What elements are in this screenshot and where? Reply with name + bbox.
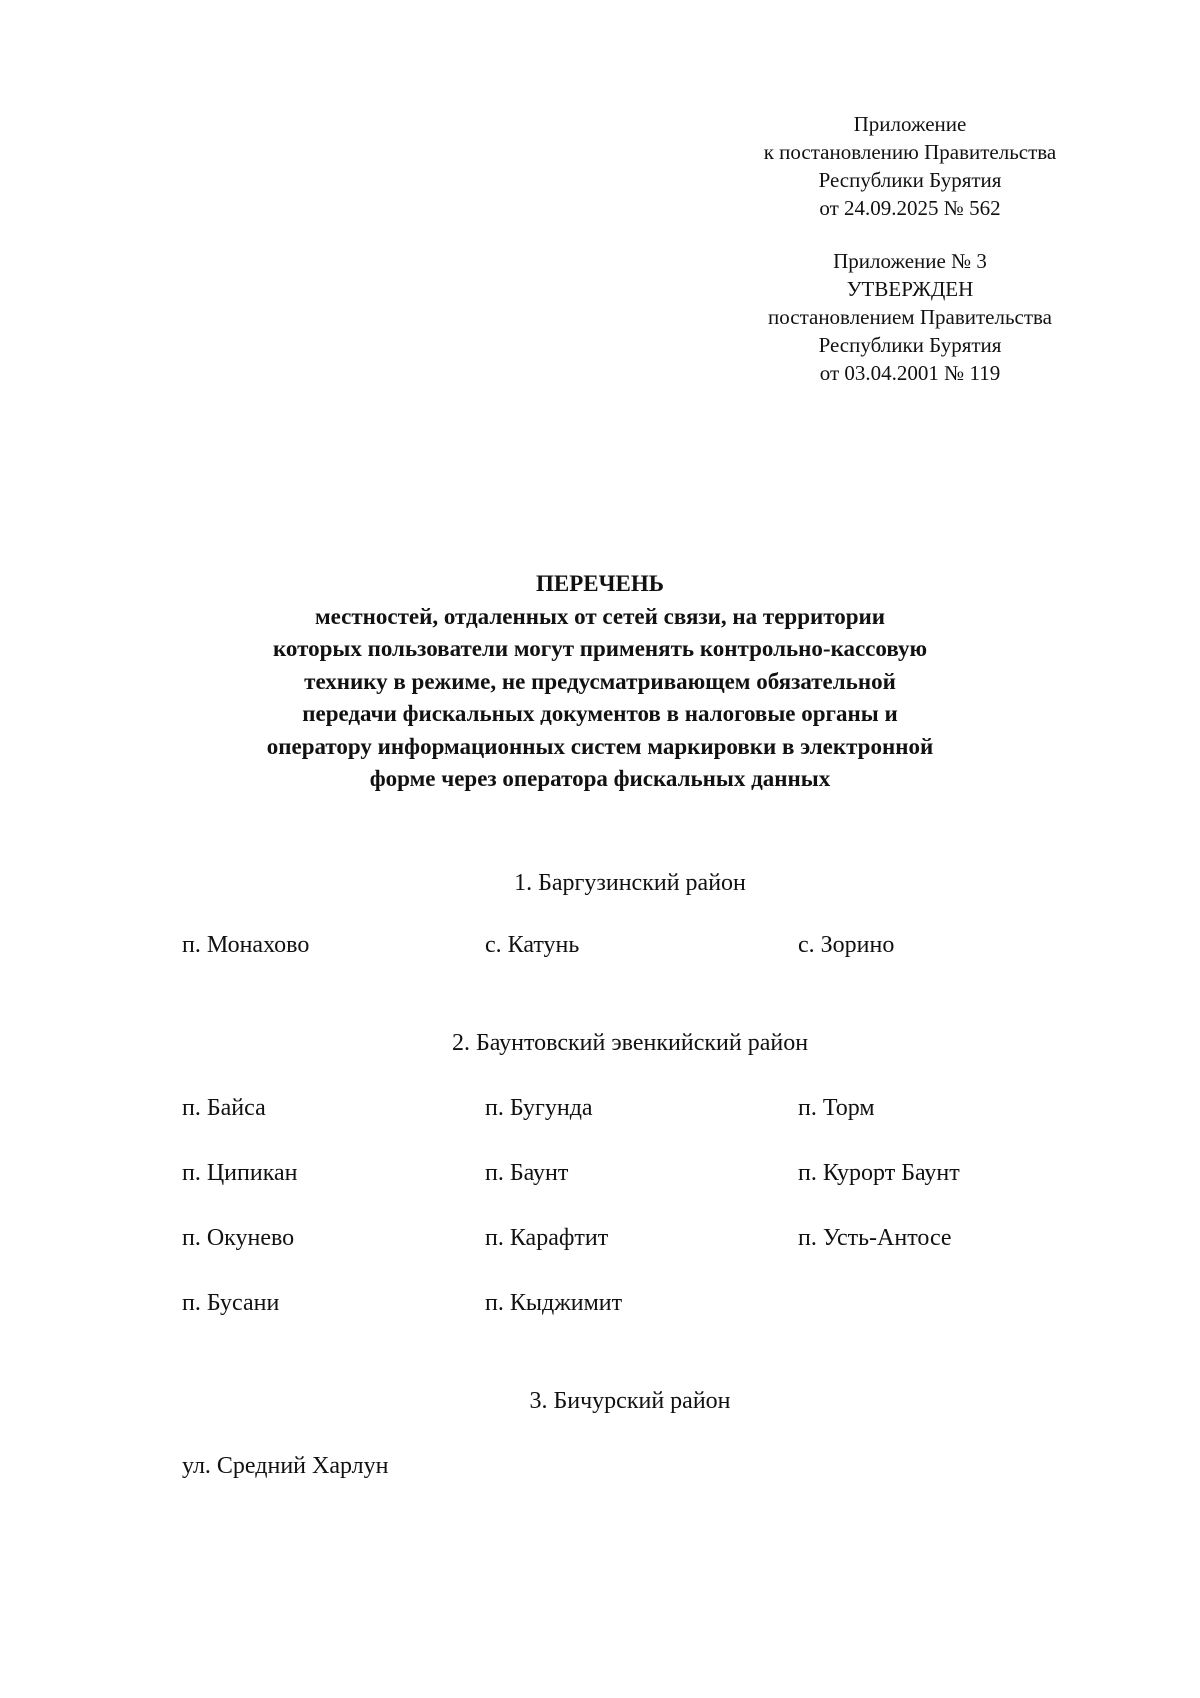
locality: п. Курорт Баунт: [798, 1160, 960, 1186]
approval-header-line: Приложение № 3: [833, 249, 987, 273]
locality: п. Кыджимит: [485, 1290, 623, 1316]
locality: с. Катунь: [485, 932, 580, 958]
locality: п. Бусани: [182, 1290, 280, 1316]
locality: п. Карафтит: [485, 1225, 609, 1251]
approval-header: [700, 247, 1120, 387]
title-line: передачи фискальных документов в налоговые органы и: [302, 701, 898, 726]
district-heading: 2. Баунтовский эвенкийский район: [451, 1030, 809, 1056]
locality: п. Окунево: [182, 1225, 295, 1251]
locality: п. Ципикан: [182, 1160, 298, 1186]
annex-header-line: от 24.09.2025 № 562: [819, 196, 1001, 220]
locality: п. Байса: [182, 1095, 266, 1121]
approval-header-line: постановлением Правительства: [767, 305, 1052, 329]
document-title: [150, 568, 1050, 796]
approval-header-line: Республики Бурятия: [818, 333, 1002, 357]
annex-header-line: Приложение: [853, 112, 967, 136]
locality: п. Монахово: [182, 932, 310, 958]
title-line: оператору информационных систем маркировки в электронной: [266, 733, 934, 759]
title-heading: ПЕРЕЧЕНЬ: [536, 571, 664, 596]
title-line: которых пользователи могут применять контрольно-кассовую: [272, 636, 928, 661]
locality: п. Торм: [798, 1095, 875, 1121]
locality: ул. Средний Харлун: [182, 1453, 389, 1479]
locality: с. Зорино: [798, 932, 895, 958]
annex-header-line: Республики Бурятия: [818, 168, 1002, 192]
locality: п. Усть-Антосе: [798, 1225, 952, 1251]
title-line: местностей, отдаленных от сетей связи, на территории: [314, 603, 886, 629]
annex-header: [700, 110, 1120, 222]
approval-header-line: от 03.04.2001 № 119: [819, 361, 1001, 385]
title-line: форме через оператора фискальных данных: [369, 766, 831, 791]
district-heading: 1. Баргузинский район: [514, 870, 746, 896]
approval-header-line: УТВЕРЖДЕН: [846, 277, 974, 301]
locality: п. Баунт: [485, 1160, 569, 1186]
district-heading: 3. Бичурский район: [529, 1388, 731, 1414]
title-line: технику в режиме, не предусматривающем обязательной: [304, 668, 896, 694]
locality: п. Бугунда: [485, 1095, 593, 1121]
annex-header-line: к постановлению Правительства: [763, 140, 1057, 164]
